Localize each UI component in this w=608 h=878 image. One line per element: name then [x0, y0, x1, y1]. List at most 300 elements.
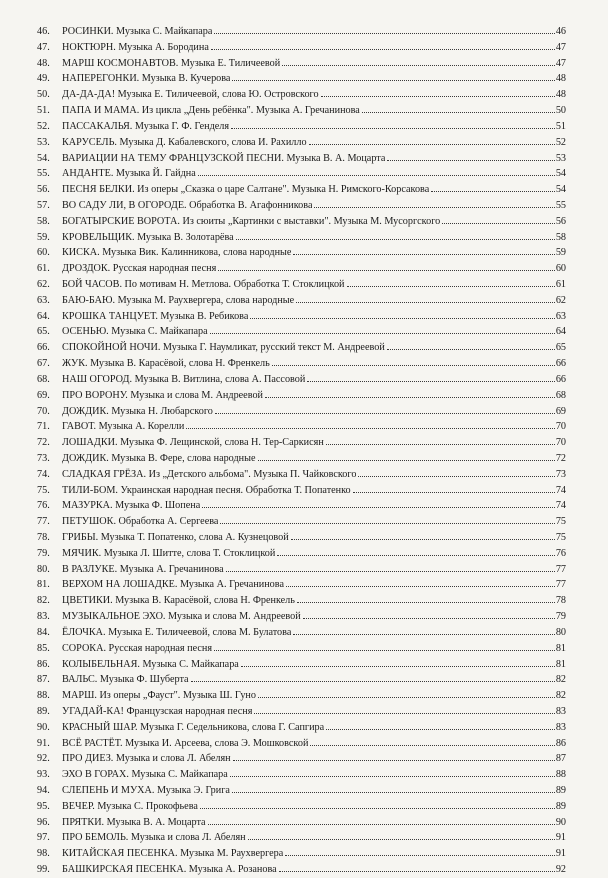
toc-entry-number: 66. [37, 342, 50, 354]
toc-entry-number: 61. [37, 263, 50, 275]
toc-entry-page-number: 77 [555, 579, 566, 591]
toc-entry-title: МУЗЫКАЛЬНОЕ ЭХО. Музыка и слова М. Андреевой [62, 611, 301, 623]
toc-entry-number: 89. [37, 705, 50, 717]
toc-entry-number: 63. [37, 294, 50, 306]
dot-leader [233, 759, 555, 761]
toc-entry-page-number: 77 [555, 563, 566, 575]
toc-entry-title: ВСЁ РАСТЁТ. Музыка И. Арсеева, слова Э. Мошковской [62, 737, 309, 749]
toc-entry [62, 324, 558, 340]
toc-entry-number: 79. [37, 547, 50, 559]
toc-entry [62, 625, 558, 641]
toc-entry-number: 49. [37, 73, 50, 85]
toc-entry-page-number: 53 [555, 152, 566, 164]
toc-row [0, 451, 608, 467]
toc-row [0, 182, 608, 198]
toc-entry [62, 751, 558, 767]
toc-entry-number: 71. [37, 421, 50, 433]
toc-row [0, 103, 608, 119]
toc-entry-page-number: 82 [555, 674, 566, 686]
toc-entry-number: 72. [37, 437, 50, 449]
toc-entry-number: 62. [37, 279, 50, 290]
toc-row [0, 119, 608, 135]
toc-entry [62, 87, 558, 103]
toc-entry [62, 451, 558, 467]
toc-entry-title: ВАРИАЦИИ НА ТЕМУ ФРАНЦУЗСКОЙ ПЕСНИ. Музыка В. А. Моцарта [62, 152, 386, 164]
toc-entry-number: 75. [37, 484, 50, 496]
toc-entry-number: 86. [37, 658, 50, 670]
toc-entry [62, 214, 558, 230]
toc-entry-title: ГАВОТ. Музыка А. Корелли [62, 421, 185, 433]
toc-entry [62, 799, 558, 815]
toc-entry-title: КРОВЕЛЬЩИК. Музыка В. Золотарёва [62, 231, 234, 243]
toc-entry-title: КИСКА. Музыка Вик. Калинникова, слова народные [62, 247, 292, 259]
toc-entry-title: УГАДАЙ-КА! Французская народная песня [62, 705, 253, 717]
toc-entry-page-number: 74 [555, 484, 566, 496]
toc-entry-number: 73. [37, 452, 50, 464]
toc-entry [62, 657, 558, 673]
toc-entry [62, 830, 558, 846]
toc-row [0, 546, 608, 562]
toc-entry [62, 736, 558, 752]
toc-row [0, 198, 608, 214]
dot-leader [347, 285, 555, 287]
toc-entry-page-number: 91 [555, 832, 566, 844]
toc-entry [62, 498, 558, 514]
dot-leader [248, 838, 555, 840]
dot-leader [198, 174, 555, 176]
toc-entry [62, 71, 558, 87]
toc-row [0, 40, 608, 56]
toc-entry-number: 87. [37, 674, 50, 686]
toc-entry-page-number: 83 [555, 721, 566, 733]
toc-entry-title: ВЕРХОМ НА ЛОШАДКЕ. Музыка А. Гречанинова [62, 579, 284, 591]
toc-row [0, 641, 608, 657]
toc-entry-page-number: 50 [555, 105, 566, 117]
toc-entry-title: ВО САДУ ЛИ, В ОГОРОДЕ. Обработка В. Агафонникова [62, 199, 313, 211]
dot-leader [202, 506, 555, 508]
toc-row [0, 672, 608, 688]
toc-entry-title: ЖУК. Музыка В. Карасёвой, слова Н. Френкель [62, 358, 270, 370]
table-of-contents [0, 24, 608, 878]
toc-entry [62, 230, 558, 246]
toc-entry-title: БАЮ-БАЮ. Музыка М. Раухвергера, слова народные [62, 294, 295, 306]
dot-leader [214, 32, 555, 34]
dot-leader [214, 649, 555, 651]
toc-entry-title: ЭХО В ГОРАХ. Музыка С. Майкапара [62, 769, 228, 781]
toc-entry-page-number: 70 [555, 421, 566, 433]
toc-entry [62, 151, 558, 167]
toc-entry [62, 467, 558, 483]
dot-leader [321, 95, 555, 97]
toc-entry-page-number: 89 [555, 785, 566, 796]
toc-entry [62, 577, 558, 593]
toc-entry-title: БОЙ ЧАСОВ. По мотивам Н. Метлова. Обработка Т. Стоклицкой [62, 279, 345, 290]
dot-leader [232, 791, 555, 793]
toc-entry-title: АНДАНТЕ. Музыка Й. Гайдна [62, 168, 196, 180]
dot-leader [358, 475, 555, 477]
toc-entry-title: ЁЛОЧКА. Музыка Е. Тиличеевой, слова М. Булатова [62, 626, 292, 638]
toc-entry-number: 78. [37, 532, 50, 543]
toc-entry [62, 688, 558, 704]
toc-entry-title: НАШ ОГОРОД. Музыка В. Витлина, слова А. Пассовой [62, 373, 306, 385]
toc-row [0, 245, 608, 261]
toc-entry-page-number: 51 [555, 120, 566, 132]
toc-entry-page-number: 92 [555, 864, 566, 876]
toc-row [0, 340, 608, 356]
toc-entry-number: 69. [37, 389, 50, 401]
toc-row [0, 657, 608, 673]
dot-leader [387, 348, 555, 350]
toc-entry [62, 103, 558, 119]
toc-entry-number: 54. [37, 152, 50, 164]
toc-entry [62, 404, 558, 420]
toc-entry [62, 309, 558, 325]
toc-entry-title: КРОШКА ТАНЦУЕТ. Музыка В. Ребикова [62, 310, 249, 322]
toc-entry [62, 182, 558, 198]
toc-entry-title: МАРШ. Из оперы „Фауст". Музыка Ш. Гуно [62, 690, 256, 702]
toc-entry-number: 77. [37, 516, 50, 528]
toc-entry-number: 55. [37, 168, 50, 180]
toc-row [0, 24, 608, 40]
toc-entry-page-number: 54 [555, 184, 566, 196]
toc-entry-number: 90. [37, 721, 50, 733]
dot-leader [303, 617, 555, 619]
toc-entry-number: 57. [37, 199, 50, 211]
toc-entry-page-number: 72 [555, 452, 566, 464]
dot-leader [326, 443, 555, 445]
toc-entry [62, 24, 558, 40]
toc-entry-title: ПРО БЕМОЛЬ. Музыка и слова Л. Абелян [62, 832, 246, 844]
toc-entry-page-number: 76 [555, 547, 566, 559]
toc-entry-page-number: 81 [555, 658, 566, 670]
toc-entry-number: 88. [37, 690, 50, 702]
toc-entry-title: ДА-ДА-ДА! Музыка Е. Тиличеевой, слова Ю. Островского [62, 89, 319, 101]
dot-leader [258, 696, 555, 698]
toc-entry-number: 83. [37, 611, 50, 623]
toc-entry-number: 70. [37, 405, 50, 417]
toc-row [0, 214, 608, 230]
toc-row [0, 324, 608, 340]
toc-entry-title: РОСИНКИ. Музыка С. Майкапара [62, 26, 213, 37]
toc-entry-page-number: 52 [555, 136, 566, 148]
toc-entry-page-number: 75 [555, 516, 566, 528]
toc-entry-title: ЛОШАДКИ. Музыка Ф. Лещинской, слова Н. Тер-Саркисян [62, 437, 324, 449]
toc-entry-title: СЛАДКАЯ ГРЁЗА. Из „Детского альбома". Музыка П. Чайковского [62, 468, 357, 480]
toc-entry [62, 40, 558, 56]
toc-entry-page-number: 68 [555, 389, 566, 401]
toc-entry-title: ПРО ВОРОНУ. Музыка и слова М. Андреевой [62, 389, 263, 401]
toc-entry-title: ТИЛИ-БОМ. Украинская народная песня. Обработка Т. Попатенко [62, 484, 351, 496]
toc-entry [62, 419, 558, 435]
toc-entry-page-number: 65 [555, 342, 566, 354]
toc-entry-number: 93. [37, 769, 50, 781]
toc-entry-page-number: 90 [555, 816, 566, 828]
dot-leader [186, 427, 555, 429]
toc-entry [62, 593, 558, 609]
toc-entry [62, 815, 558, 831]
dot-leader [285, 854, 555, 856]
toc-entry-number: 82. [37, 595, 50, 607]
toc-entry-title: ГРИБЫ. Музыка Т. Попатенко, слова А. Кузнецовой [62, 532, 289, 543]
dot-leader [307, 380, 555, 382]
toc-entry [62, 435, 558, 451]
toc-row [0, 435, 608, 451]
dot-leader [218, 269, 555, 271]
toc-entry [62, 245, 558, 261]
toc-entry-title: БОГАТЫРСКИЕ ВОРОТА. Из сюиты „Картинки с выставки". Музыка М. Мусоргского [62, 215, 441, 227]
toc-entry-number: 64. [37, 310, 50, 322]
toc-entry-title: ОСЕНЬЮ. Музыка С. Майкапара [62, 326, 208, 338]
toc-entry-title: БАШКИРСКАЯ ПЕСЕНКА. Музыка А. Розанова [62, 864, 277, 876]
dot-leader [226, 570, 555, 572]
dot-leader [431, 190, 555, 192]
toc-entry-number: 68. [37, 373, 50, 385]
toc-entry [62, 340, 558, 356]
dot-leader [362, 111, 555, 113]
toc-row [0, 372, 608, 388]
dot-leader [210, 332, 555, 334]
toc-entry [62, 388, 558, 404]
toc-entry-page-number: 88 [555, 769, 566, 781]
toc-entry-number: 47. [37, 41, 50, 53]
toc-entry-page-number: 78 [555, 595, 566, 607]
toc-entry-page-number: 75 [555, 532, 566, 543]
toc-entry-title: СПОКОЙНОЙ НОЧИ. Музыка Г. Наумликат, русский текст М. Андреевой [62, 342, 385, 354]
toc-entry-title: ДОЖДИК. Музыка В. Фере, слова народные [62, 452, 256, 464]
toc-entry-number: 96. [37, 816, 50, 828]
toc-row [0, 720, 608, 736]
toc-entry-title: НОКТЮРН. Музыка А. Бородина [62, 41, 209, 53]
toc-row [0, 356, 608, 372]
toc-entry-number: 52. [37, 120, 50, 132]
toc-entry-page-number: 54 [555, 168, 566, 180]
toc-entry-title: ПРО ДИЕЗ. Музыка и слова Л. Абелян [62, 753, 231, 765]
toc-entry-title: ПАССАКАЛЬЯ. Музыка Г. Ф. Генделя [62, 120, 230, 132]
toc-entry-title: КОЛЫБЕЛЬНАЯ. Музыка С. Майкапара [62, 658, 239, 670]
toc-entry-page-number: 87 [555, 753, 566, 765]
toc-row [0, 815, 608, 831]
toc-row [0, 388, 608, 404]
dot-leader [353, 491, 555, 493]
toc-entry-page-number: 48 [555, 89, 566, 101]
toc-entry [62, 562, 558, 578]
toc-entry-number: 60. [37, 247, 50, 259]
toc-entry-title: НАПЕРЕГОНКИ. Музыка В. Кучерова [62, 73, 231, 85]
toc-entry-number: 92. [37, 753, 50, 765]
toc-row [0, 704, 608, 720]
dot-leader [297, 601, 555, 603]
toc-entry [62, 277, 558, 293]
dot-leader [208, 823, 555, 825]
dot-leader [215, 412, 555, 414]
dot-leader [326, 728, 555, 730]
dot-leader [279, 870, 555, 872]
toc-row [0, 530, 608, 546]
toc-entry-page-number: 47 [555, 57, 566, 69]
toc-entry-page-number: 89 [555, 800, 566, 812]
dot-leader [191, 680, 555, 682]
toc-entry-page-number: 74 [555, 500, 566, 512]
toc-entry-number: 97. [37, 832, 50, 844]
toc-row [0, 71, 608, 87]
toc-entry-page-number: 64 [555, 326, 566, 338]
toc-entry [62, 530, 558, 546]
toc-row [0, 609, 608, 625]
toc-entry-page-number: 58 [555, 231, 566, 243]
toc-entry-title: ВЕЧЕР. Музыка С. Прокофьева [62, 800, 198, 812]
toc-entry-number: 67. [37, 358, 50, 370]
toc-entry-number: 53. [37, 136, 50, 148]
toc-entry-page-number: 62 [555, 294, 566, 306]
toc-entry [62, 546, 558, 562]
toc-entry-title: МАРШ КОСМОНАВТОВ. Музыка Е. Тиличеевой [62, 57, 281, 69]
toc-row [0, 783, 608, 799]
toc-entry-page-number: 82 [555, 690, 566, 702]
toc-entry-number: 98. [37, 848, 50, 860]
toc-entry [62, 356, 558, 372]
toc-entry-page-number: 73 [555, 468, 566, 480]
dot-leader [314, 206, 555, 208]
toc-entry [62, 846, 558, 862]
toc-row [0, 688, 608, 704]
toc-entry-number: 50. [37, 89, 50, 101]
toc-entry [62, 862, 558, 878]
toc-entry-page-number: 79 [555, 611, 566, 623]
toc-entry-page-number: 48 [555, 73, 566, 85]
toc-row [0, 56, 608, 72]
toc-row [0, 87, 608, 103]
toc-entry-title: ВАЛЬС. Музыка Ф. Шуберта [62, 674, 189, 686]
toc-entry-title: ПАПА И МАМА. Из цикла „День ребёнка". Музыка А. Гречанинова [62, 105, 360, 117]
toc-entry-number: 84. [37, 626, 50, 638]
toc-row [0, 151, 608, 167]
toc-row [0, 309, 608, 325]
toc-entry [62, 609, 558, 625]
toc-entry-number: 99. [37, 864, 50, 876]
dot-leader [211, 48, 555, 50]
toc-row [0, 498, 608, 514]
toc-entry-title: ПЕСНЯ БЕЛКИ. Из оперы „Сказка о царе Салтане". Музыка Н. Римского-Корсакова [62, 184, 430, 196]
toc-entry-title: ПЕТУШОК. Обработка А. Сергеева [62, 516, 219, 528]
toc-entry-page-number: 80 [555, 626, 566, 638]
toc-entry-page-number: 66 [555, 373, 566, 385]
toc-entry-page-number: 61 [555, 279, 566, 290]
toc-entry-title: КРАСНЫЙ ШАР. Музыка Г. Седельникова, слова Г. Сапгира [62, 721, 325, 733]
toc-entry-page-number: 60 [555, 263, 566, 275]
toc-entry [62, 261, 558, 277]
toc-row [0, 593, 608, 609]
dot-leader [254, 712, 555, 714]
toc-entry [62, 135, 558, 151]
toc-row [0, 767, 608, 783]
toc-entry-title: КИТАЙСКАЯ ПЕСЕНКА. Музыка М. Раухвергера [62, 848, 284, 860]
dot-leader [309, 143, 555, 145]
toc-entry-title: ПРЯТКИ. Музыка В. А. Моцарта [62, 816, 206, 828]
toc-entry-number: 80. [37, 563, 50, 575]
dot-leader [232, 79, 555, 81]
toc-row [0, 483, 608, 499]
toc-entry-number: 48. [37, 57, 50, 69]
toc-entry-page-number: 91 [555, 848, 566, 860]
toc-row [0, 830, 608, 846]
dot-leader [282, 64, 555, 66]
toc-entry-number: 46. [37, 26, 50, 37]
toc-row [0, 577, 608, 593]
toc-entry-title: МАЗУРКА. Музыка Ф. Шопена [62, 500, 201, 512]
dot-leader [442, 222, 555, 224]
dot-leader [286, 585, 555, 587]
toc-entry-page-number: 56 [555, 215, 566, 227]
toc-entry-page-number: 63 [555, 310, 566, 322]
toc-entry-number: 58. [37, 215, 50, 227]
dot-leader [272, 364, 555, 366]
toc-entry-page-number: 81 [555, 642, 566, 654]
toc-row [0, 419, 608, 435]
toc-entry [62, 372, 558, 388]
toc-entry [62, 704, 558, 720]
toc-row [0, 846, 608, 862]
dot-leader [250, 317, 555, 319]
toc-entry-number: 95. [37, 800, 50, 812]
dot-leader [291, 538, 555, 540]
dot-leader [220, 522, 555, 524]
toc-row [0, 751, 608, 767]
toc-entry [62, 166, 558, 182]
toc-entry [62, 641, 558, 657]
toc-entry-number: 74. [37, 468, 50, 480]
dot-leader [310, 744, 555, 746]
toc-row [0, 261, 608, 277]
dot-leader [258, 459, 556, 461]
toc-entry [62, 783, 558, 799]
toc-entry-number: 94. [37, 785, 50, 796]
toc-entry-number: 81. [37, 579, 50, 591]
toc-row [0, 467, 608, 483]
toc-entry [62, 198, 558, 214]
toc-row [0, 514, 608, 530]
toc-entry-title: МЯЧИК. Музыка Л. Шитте, слова Т. Стоклицкой [62, 547, 276, 559]
toc-row [0, 736, 608, 752]
toc-entry-title: КАРУСЕЛЬ. Музыка Д. Кабалевского, слова И. Рахилло [62, 136, 307, 148]
toc-entry-title: ЦВЕТИКИ. Музыка В. Карасёвой, слова Н. Френкель [62, 595, 295, 607]
dot-leader [231, 127, 555, 129]
toc-entry [62, 514, 558, 530]
toc-row [0, 293, 608, 309]
toc-entry [62, 119, 558, 135]
toc-entry-number: 51. [37, 105, 50, 117]
toc-entry [62, 293, 558, 309]
toc-row [0, 799, 608, 815]
dot-leader [387, 159, 555, 161]
toc-entry-title: СОРОКА. Русская народная песня [62, 642, 213, 654]
dot-leader [277, 554, 555, 556]
toc-entry-page-number: 46 [555, 26, 566, 37]
toc-entry-page-number: 83 [555, 705, 566, 717]
dot-leader [236, 238, 555, 240]
toc-entry-number: 56. [37, 184, 50, 196]
dot-leader [241, 665, 555, 667]
toc-entry-number: 59. [37, 231, 50, 243]
dot-leader [265, 396, 555, 398]
toc-entry-title: СЛЕПЕНЬ И МУХА. Музыка Э. Грига [62, 785, 230, 796]
toc-row [0, 135, 608, 151]
toc-entry-title: В РАЗЛУКЕ. Музыка А. Гречанинова [62, 563, 224, 575]
dot-leader [296, 301, 555, 303]
toc-entry-page-number: 86 [555, 737, 566, 749]
dot-leader [293, 633, 555, 635]
toc-entry-title: ДРОЗДОК. Русская народная песня [62, 263, 217, 275]
toc-row [0, 862, 608, 878]
